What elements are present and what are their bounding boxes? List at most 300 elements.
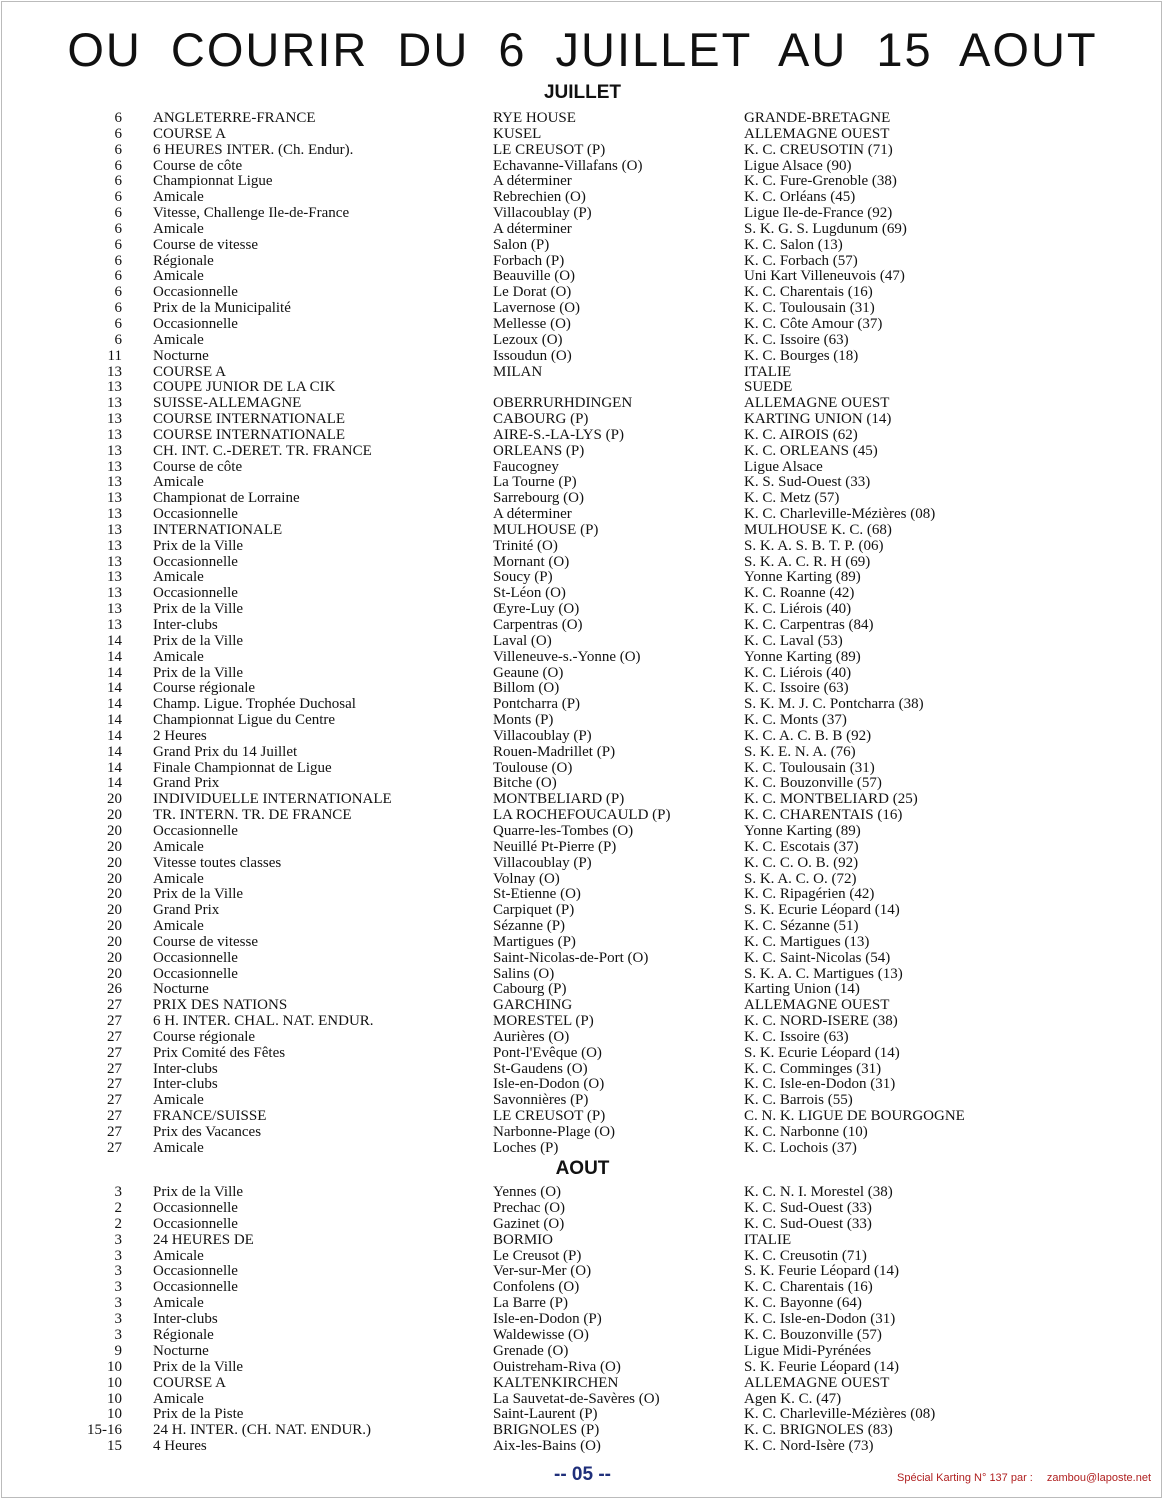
- race-organizer: S. K. Feurie Léopard (14): [744, 1358, 899, 1375]
- race-day: 27: [107, 1013, 122, 1030]
- race-day: 13: [107, 617, 122, 633]
- race-day: 14: [107, 775, 122, 792]
- race-row: [0, 285, 1165, 301]
- credit-email: zambou@laposte.net: [1046, 1472, 1151, 1484]
- race-location: A déterminer: [493, 173, 572, 190]
- race-row: [0, 1030, 1165, 1046]
- race-location: Salins (O): [493, 965, 555, 982]
- race-row: [0, 254, 1165, 270]
- race-event: Prix de la Municipalité: [153, 300, 291, 317]
- race-event: Championat de Lorraine: [153, 490, 300, 507]
- race-location: Echavanne-Villafans (O): [493, 157, 643, 174]
- race-day: 20: [107, 791, 122, 808]
- race-organizer: ALLEMAGNE OUEST: [744, 997, 890, 1014]
- race-row: [0, 1109, 1165, 1125]
- race-row: [0, 824, 1165, 840]
- race-organizer: Agen K. C. (47): [744, 1390, 842, 1407]
- race-day: 13: [107, 601, 122, 618]
- race-row: [0, 919, 1165, 935]
- race-day: 6: [114, 110, 122, 126]
- race-event: Grand Prix: [153, 902, 220, 919]
- race-event: Grand Prix: [153, 775, 220, 792]
- race-event: Vitesse toutes classes: [153, 854, 282, 871]
- race-day: 13: [107, 585, 122, 602]
- race-day: 6: [114, 284, 122, 301]
- race-location: Ver-sur-Mer (O): [493, 1263, 592, 1280]
- race-organizer: Ligue Midi-Pyrénées: [744, 1342, 872, 1359]
- race-event: 2 Heures: [153, 727, 207, 744]
- race-organizer: S. K. A. C. Martigues (13): [744, 965, 903, 982]
- race-day: 27: [107, 1076, 122, 1093]
- race-row: [0, 1296, 1165, 1312]
- race-location: Toulouse (O): [493, 759, 573, 776]
- race-location: Waldewisse (O): [493, 1327, 589, 1344]
- race-row: [0, 238, 1165, 254]
- race-row: [0, 887, 1165, 903]
- race-organizer: K. C. Narbonne (10): [744, 1124, 868, 1140]
- race-location: Villacoublay (P): [493, 854, 592, 871]
- race-event: INTERNATIONALE: [153, 521, 283, 538]
- race-event: Inter-clubs: [153, 617, 218, 633]
- race-event: COURSE A: [153, 1374, 226, 1391]
- race-organizer: Ligue Alsace (90): [744, 157, 852, 174]
- race-organizer: K. C. Liérois (40): [744, 601, 852, 618]
- race-location: Ouistreham-Riva (O): [493, 1358, 621, 1375]
- race-organizer: SUEDE: [744, 379, 793, 396]
- race-event: SUISSE-ALLEMAGNE: [153, 395, 302, 412]
- race-day: 14: [107, 712, 122, 729]
- race-organizer: K. C. Bayonne (64): [744, 1295, 862, 1312]
- race-day: 6: [114, 220, 122, 237]
- race-location: Rebrechien (O): [493, 189, 586, 206]
- race-day: 13: [107, 537, 122, 554]
- race-organizer: K. C. Charentais (16): [744, 1279, 873, 1296]
- race-day: 3: [114, 1279, 122, 1296]
- race-row: [0, 713, 1165, 729]
- race-organizer: K. C. Forbach (57): [744, 252, 858, 269]
- race-location: Beauville (O): [493, 268, 576, 285]
- race-organizer: K. C. Fure-Grenoble (38): [744, 173, 897, 190]
- race-organizer: K. C. Roanne (42): [744, 585, 855, 602]
- race-day: 3: [114, 1327, 122, 1344]
- race-row: [0, 1264, 1165, 1280]
- race-organizer: K. C. Liérois (40): [744, 664, 852, 681]
- race-event: Course régionale: [153, 680, 256, 697]
- race-organizer: ITALIE: [744, 363, 792, 380]
- race-organizer: K. C. Escotais (37): [744, 838, 859, 855]
- race-organizer: K. C. BRIGNOLES (83): [744, 1422, 893, 1439]
- race-location: Cabourg (P): [493, 981, 567, 998]
- race-location: Aix-les-Bains (O): [493, 1438, 601, 1455]
- race-row: [0, 998, 1165, 1014]
- race-location: MORESTEL (P): [493, 1013, 594, 1030]
- race-event: Course régionale: [153, 1028, 256, 1045]
- race-day: 27: [107, 1092, 122, 1109]
- race-organizer: S. K. A. C. R. H (69): [744, 553, 871, 570]
- race-organizer: S. K. G. S. Lugdunum (69): [744, 220, 907, 237]
- race-day: 13: [107, 395, 122, 412]
- race-location: MULHOUSE (P): [493, 521, 599, 538]
- race-location: Mornant (O): [493, 553, 570, 570]
- race-location: Isle-en-Dodon (O): [493, 1076, 605, 1093]
- race-row: [0, 935, 1165, 951]
- race-day: 6: [114, 236, 122, 253]
- race-organizer: K. C. Sud-Ouest (33): [744, 1215, 872, 1232]
- race-location: Laval (O): [493, 632, 552, 649]
- race-day: 14: [107, 664, 122, 681]
- race-location: Grenade (O): [493, 1342, 569, 1359]
- race-location: Lavernose (O): [493, 300, 581, 317]
- credit-text: Spécial Karting N° 137 par :: [897, 1472, 1033, 1484]
- race-organizer: K. C. Charleville-Mézières (08): [744, 1406, 936, 1423]
- race-organizer: K. C. Monts (37): [744, 712, 847, 729]
- race-day: 26: [107, 981, 122, 998]
- race-organizer: Ligue Ile-de-France (92): [744, 205, 893, 222]
- race-day: 6: [114, 331, 122, 348]
- race-row: [0, 792, 1165, 808]
- race-day: 2: [114, 1199, 122, 1216]
- race-location: Mellesse (O): [493, 315, 571, 332]
- race-day: 6: [114, 315, 122, 332]
- race-day: 20: [107, 838, 122, 855]
- race-organizer: K. C. Metz (57): [744, 490, 840, 507]
- race-day: 13: [107, 569, 122, 586]
- race-row: [0, 507, 1165, 523]
- race-location: Œyre-Luy (O): [493, 601, 580, 618]
- race-organizer: K. C. Comminges (31): [744, 1060, 882, 1077]
- race-row: [0, 380, 1165, 396]
- race-event: TR. INTERN. TR. DE FRANCE: [153, 807, 352, 824]
- race-row: [0, 1014, 1165, 1030]
- race-day: 13: [107, 490, 122, 507]
- race-row: [0, 586, 1165, 602]
- race-day: 20: [107, 886, 122, 903]
- race-day: 13: [107, 426, 122, 443]
- race-location: Issoudun (O): [493, 347, 572, 364]
- race-location: MONTBELIARD (P): [493, 791, 625, 808]
- race-location: Loches (P): [493, 1139, 559, 1156]
- race-row: [0, 444, 1165, 460]
- race-organizer: ITALIE: [744, 1231, 792, 1248]
- race-event: Champ. Ligue. Trophée Duchosal: [153, 696, 356, 713]
- race-location: Carpiquet (P): [493, 902, 575, 919]
- race-day: 3: [114, 1184, 122, 1200]
- race-day: 6: [114, 189, 122, 206]
- race-location: Le Creusot (P): [493, 1247, 582, 1264]
- race-organizer: K. C. Saint-Nicolas (54): [744, 949, 891, 966]
- race-row: [0, 143, 1165, 159]
- race-day: 27: [107, 1124, 122, 1140]
- race-organizer: ALLEMAGNE OUEST: [744, 1374, 890, 1391]
- race-organizer: K. C. CREUSOTIN (71): [744, 141, 893, 158]
- race-day: 6: [114, 205, 122, 222]
- race-day: 27: [107, 1139, 122, 1156]
- race-location: Pontcharra (P): [493, 696, 581, 713]
- race-event: Prix de la Ville: [153, 664, 244, 681]
- race-day: 3: [114, 1311, 122, 1328]
- race-event: Amicale: [153, 331, 204, 348]
- race-day: 11: [107, 347, 122, 364]
- race-organizer: K. C. Issoire (63): [744, 680, 849, 697]
- race-event: Finale Championnat de Ligue: [153, 759, 332, 776]
- race-event: Amicale: [153, 1295, 204, 1312]
- race-location: Sarrebourg (O): [493, 490, 584, 507]
- race-organizer: K. C. C. O. B. (92): [744, 854, 859, 871]
- race-event: Amicale: [153, 1092, 204, 1109]
- race-organizer: K. C. Sud-Ouest (33): [744, 1199, 872, 1216]
- race-location: Narbonne-Plage (O): [493, 1124, 616, 1140]
- race-organizer: S. K. Ecurie Léopard (14): [744, 1044, 900, 1061]
- race-day: 20: [107, 854, 122, 871]
- race-row: [0, 951, 1165, 967]
- race-row: [0, 301, 1165, 317]
- race-row: [0, 903, 1165, 919]
- race-organizer: K. C. Toulousain (31): [744, 759, 875, 776]
- race-location: Villeneuve-s.-Yonne (O): [493, 648, 641, 665]
- race-row: [0, 555, 1165, 571]
- race-organizer: K. C. Carpentras (84): [744, 617, 874, 633]
- race-day: 3: [114, 1295, 122, 1312]
- race-event: CH. INT. C.-DERET. TR. FRANCE: [153, 442, 372, 459]
- race-row: [0, 1201, 1165, 1217]
- race-organizer: K. C. Issoire (63): [744, 331, 849, 348]
- race-day: 20: [107, 870, 122, 887]
- race-row: [0, 872, 1165, 888]
- race-event: PRIX DES NATIONS: [153, 997, 288, 1014]
- race-organizer: K. C. A. C. B. B (92): [744, 727, 872, 744]
- race-organizer: MULHOUSE K. C. (68): [744, 521, 892, 538]
- race-day: 20: [107, 807, 122, 824]
- credit-line: [897, 1472, 1151, 1484]
- race-organizer: Yonne Karting (89): [744, 822, 861, 839]
- race-row: [0, 1407, 1165, 1423]
- race-row: [0, 127, 1165, 143]
- race-event: Régionale: [153, 252, 214, 269]
- race-location: Saint-Laurent (P): [493, 1406, 598, 1423]
- race-organizer: K. C. Bouzonville (57): [744, 1327, 882, 1344]
- race-organizer: Yonne Karting (89): [744, 569, 861, 586]
- race-event: Championnat Ligue: [153, 173, 273, 190]
- race-location: La Tourne (P): [493, 474, 577, 491]
- race-location: Martigues (P): [493, 933, 576, 950]
- race-event: Amicale: [153, 838, 204, 855]
- race-event: Amicale: [153, 1390, 204, 1407]
- race-day: 13: [107, 506, 122, 523]
- race-organizer: K. C. Isle-en-Dodon (31): [744, 1311, 896, 1328]
- race-organizer: Yonne Karting (89): [744, 648, 861, 665]
- race-event: Occasionnelle: [153, 585, 238, 602]
- race-row: [0, 1439, 1165, 1455]
- race-event: Occasionnelle: [153, 1263, 238, 1280]
- race-row: [0, 159, 1165, 175]
- race-event: Amicale: [153, 268, 204, 285]
- race-organizer: K. S. Sud-Ouest (33): [744, 474, 871, 491]
- race-event: Occasionnelle: [153, 284, 238, 301]
- race-day: 13: [107, 442, 122, 459]
- race-organizer: Uni Kart Villeneuvois (47): [744, 268, 905, 285]
- race-row: [0, 650, 1165, 666]
- race-event: Occasionnelle: [153, 1279, 238, 1296]
- race-organizer: K. C. Barrois (55): [744, 1092, 853, 1109]
- race-day: 15-16: [87, 1422, 122, 1439]
- race-location: Savonnières (P): [493, 1092, 589, 1109]
- race-day: 14: [107, 743, 122, 760]
- race-day: 6: [114, 141, 122, 158]
- race-event: Amicale: [153, 1139, 204, 1156]
- race-organizer: S. K. M. J. C. Pontcharra (38): [744, 696, 924, 713]
- race-day: 6: [114, 252, 122, 269]
- race-row: [0, 982, 1165, 998]
- race-row: [0, 840, 1165, 856]
- race-row: [0, 856, 1165, 872]
- race-event: Course de vitesse: [153, 236, 258, 253]
- race-day: 13: [107, 553, 122, 570]
- race-row: [0, 1312, 1165, 1328]
- race-day: 14: [107, 759, 122, 776]
- race-event: Amicale: [153, 648, 204, 665]
- race-event: Grand Prix du 14 Juillet: [153, 743, 298, 760]
- race-location: Gazinet (O): [493, 1215, 565, 1232]
- race-event: Occasionnelle: [153, 1199, 238, 1216]
- race-organizer: K. C. Lochois (37): [744, 1139, 857, 1156]
- race-event: Prix de la Ville: [153, 632, 244, 649]
- race-row: [0, 1233, 1165, 1249]
- race-location: Faucogney: [493, 458, 559, 475]
- race-event: Amicale: [153, 870, 204, 887]
- race-organizer: K. C. MONTBELIARD (25): [744, 791, 918, 808]
- juillet-race-list: [0, 111, 1165, 1157]
- race-organizer: Karting Union (14): [744, 981, 860, 998]
- race-event: Occasionnelle: [153, 553, 238, 570]
- race-row: [0, 967, 1165, 983]
- race-location: Billom (O): [493, 680, 560, 697]
- race-row: [0, 222, 1165, 238]
- aout-race-list: [0, 1185, 1165, 1455]
- race-location: KUSEL: [493, 125, 542, 142]
- race-organizer: K. C. Orléans (45): [744, 189, 856, 206]
- race-row: [0, 491, 1165, 507]
- race-location: AIRE-S.-LA-LYS (P): [493, 426, 624, 443]
- race-day: 14: [107, 727, 122, 744]
- race-event: COURSE A: [153, 125, 226, 142]
- race-event: COURSE INTERNATIONALE: [153, 426, 346, 443]
- race-location: Bitche (O): [493, 775, 557, 792]
- race-row: [0, 1376, 1165, 1392]
- race-day: 10: [107, 1390, 122, 1407]
- race-location: Volnay (O): [493, 870, 560, 887]
- race-location: OBERRURHDINGEN: [493, 395, 633, 412]
- race-event: COURSE INTERNATIONALE: [153, 411, 346, 428]
- race-row: [0, 1125, 1165, 1141]
- race-row: [0, 1344, 1165, 1360]
- race-event: COUPE JUNIOR DE LA CIK: [153, 379, 336, 396]
- race-organizer: K. C. Charleville-Mézières (08): [744, 506, 936, 523]
- race-location: Carpentras (O): [493, 617, 583, 633]
- race-event: Nocturne: [153, 981, 209, 998]
- race-organizer: ALLEMAGNE OUEST: [744, 395, 890, 412]
- race-location: Salon (P): [493, 236, 550, 253]
- race-row: [0, 1360, 1165, 1376]
- race-day: 27: [107, 1044, 122, 1061]
- race-event: 6 H. INTER. CHAL. NAT. ENDUR.: [153, 1013, 374, 1030]
- race-location: Rouen-Madrillet (P): [493, 743, 616, 760]
- race-event: Inter-clubs: [153, 1076, 218, 1093]
- race-location: Quarre-les-Tombes (O): [493, 822, 634, 839]
- race-location: Villacoublay (P): [493, 727, 592, 744]
- race-organizer: K. C. Sézanne (51): [744, 918, 859, 935]
- race-organizer: K. C. Charentais (16): [744, 284, 873, 301]
- month-heading-aout: AOUT: [555, 1158, 610, 1179]
- race-location: CABOURG (P): [493, 411, 589, 428]
- race-day: 6: [114, 125, 122, 142]
- race-event: Course de côte: [153, 458, 243, 475]
- race-event: Occasionnelle: [153, 949, 238, 966]
- race-organizer: K. C. Salon (13): [744, 236, 843, 253]
- race-row: [0, 808, 1165, 824]
- race-organizer: K. C. Toulousain (31): [744, 300, 875, 317]
- race-event: Course de côte: [153, 157, 243, 174]
- race-organizer: K. C. N. I. Morestel (38): [744, 1184, 893, 1200]
- race-row: [0, 697, 1165, 713]
- race-row: [0, 1046, 1165, 1062]
- race-event: Amicale: [153, 474, 204, 491]
- race-event: Amicale: [153, 189, 204, 206]
- race-day: 14: [107, 648, 122, 665]
- race-event: Prix de la Ville: [153, 537, 244, 554]
- race-row: [0, 396, 1165, 412]
- race-day: 10: [107, 1406, 122, 1423]
- race-location: Yennes (O): [493, 1184, 562, 1200]
- race-organizer: GRANDE-BRETAGNE: [744, 110, 891, 126]
- race-organizer: S. K. E. N. A. (76): [744, 743, 856, 760]
- race-location: Sézanne (P): [493, 918, 566, 935]
- race-location: A déterminer: [493, 220, 572, 237]
- page-title: OU COURIR DU 6 JUILLET AU 15 AOUT: [67, 23, 1098, 76]
- race-row: [0, 269, 1165, 285]
- race-day: 15: [107, 1438, 122, 1455]
- race-organizer: K. C. Bouzonville (57): [744, 775, 882, 792]
- race-row: [0, 539, 1165, 555]
- race-event: Occasionnelle: [153, 822, 238, 839]
- race-row: [0, 174, 1165, 190]
- race-event: Inter-clubs: [153, 1311, 218, 1328]
- race-location: Trinité (O): [493, 537, 558, 554]
- race-location: LE CREUSOT (P): [493, 141, 606, 158]
- race-event: 24 HEURES DE: [153, 1231, 254, 1248]
- race-event: Occasionnelle: [153, 1215, 238, 1232]
- race-event: Amicale: [153, 1247, 204, 1264]
- race-row: [0, 1185, 1165, 1201]
- race-location: Aurières (O): [493, 1028, 570, 1045]
- race-day: 13: [107, 363, 122, 380]
- race-day: 20: [107, 965, 122, 982]
- race-location: St-Etienne (O): [493, 886, 581, 903]
- race-location: Le Dorat (O): [493, 284, 572, 301]
- race-event: INDIVIDUELLE INTERNATIONALE: [153, 791, 392, 808]
- race-organizer: K. C. AIROIS (62): [744, 426, 858, 443]
- race-event: FRANCE/SUISSE: [153, 1108, 267, 1125]
- race-location: GARCHING: [493, 997, 573, 1014]
- race-event: Régionale: [153, 1327, 214, 1344]
- race-row: [0, 460, 1165, 476]
- race-organizer: S. K. A. C. O. (72): [744, 870, 857, 887]
- race-location: BORMIO: [493, 1231, 554, 1248]
- race-event: Amicale: [153, 569, 204, 586]
- race-day: 20: [107, 949, 122, 966]
- race-location: MILAN: [493, 363, 543, 380]
- race-row: [0, 206, 1165, 222]
- race-day: 9: [114, 1342, 122, 1359]
